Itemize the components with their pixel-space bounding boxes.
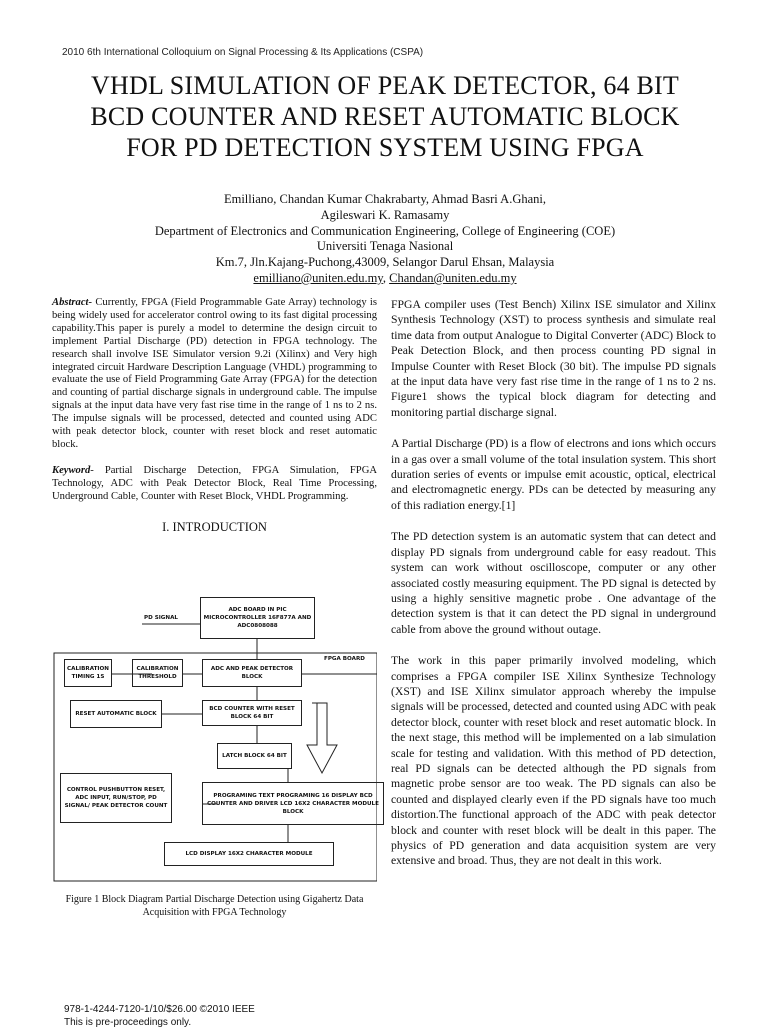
email-link-1[interactable]: emilliano@uniten.edu.my	[253, 270, 383, 285]
affiliation-dept: Department of Electronics and Communication Engineering, College of Engineering (COE)	[154, 223, 616, 238]
adc-board-box: ADC BOARD IN PIC MICROCONTROLLER 16F877A AND ADC0808088	[200, 597, 315, 639]
email-link-2[interactable]: Chandan@uniten.edu.my	[389, 270, 517, 285]
reset-automatic-box: RESET AUTOMATIC BLOCK	[70, 700, 162, 728]
copyright-line: 978-1-4244-7120-1/10/$26.00 ©2010 IEEE	[64, 1004, 255, 1015]
title-line-3: FOR PD DETECTION SYSTEM USING FPGA	[126, 133, 644, 162]
conference-header: 2010 6th International Colloquium on Signal Processing & Its Applications (CSPA)	[62, 47, 424, 58]
keyword-text: - Partial Discharge Detection, FPGA Simulation, FPGA Technology, ADC with Peak Detector Block, Real Time Processing, Underground Cable, Counter with Reset Block, VHDL Programming.	[52, 464, 377, 502]
paper-title	[60, 70, 710, 163]
title-line-1: VHDL SIMULATION OF PEAK DETECTOR, 64 BIT	[91, 71, 679, 100]
abstract	[52, 297, 377, 452]
preproceedings-note: This is pre-proceedings only.	[64, 1017, 192, 1028]
affiliation-address: Km.7, Jln.Kajang-Puchong,43009, Selangor Darul Ehsan, Malaysia	[215, 255, 555, 270]
author-names-cont: Agileswari K. Ramasamy	[320, 207, 450, 222]
right-column	[391, 297, 716, 885]
author-names: Emilliano, Chandan Kumar Chakrabarty, Ahmad Basri A.Ghani,	[223, 192, 547, 206]
abstract-label: Abstract-	[52, 297, 93, 308]
section-heading-introduction: I. INTRODUCTION	[162, 519, 267, 534]
keyword-label: Keyword	[52, 464, 91, 476]
title-line-2: BCD COUNTER AND RESET AUTOMATIC BLOCK	[90, 102, 680, 131]
paragraph-1: FPGA compiler uses (Test Bench) Xilinx ISE simulator and Xilinx Synthesis Technology (XST) to process synthesis and simulate real time data from output Analogue to Digital Converter (ADC) Block to Peak Detection Block, and then process counting PD signal in Impulse Counter with Reset Block (30 bit). The impulse PD signals at the input data have very fast rise time in the range of 1 ns to 2 ns. Figure1 shows the typical block diagram for detecting and monitoring partial discharge signal.	[391, 298, 716, 419]
bcd-counter-box: BCD COUNTER WITH RESET BLOCK 64 BIT	[202, 700, 302, 726]
control-pushbutton-box: CONTROL PUSHBUTTON RESET, ADC INPUT, RUN/STOP, PD SIGNAL/ PEAK DETECTOR COUNT	[60, 773, 172, 823]
calibration-timing-box: CALIBRATION TIMING 1S	[64, 659, 112, 687]
author-emails	[100, 271, 670, 287]
adc-peak-detector-box: ADC AND PEAK DETECTOR BLOCK	[202, 659, 302, 687]
footer	[64, 1003, 255, 1029]
paragraph-3: The PD detection system is an automatic system that can detect and display PD signals from underground cable for easy readout. This system can work without oscilloscope, computer or any other associated costly measuring equipment. The PD signal is detected by using a highly sensitive magnetic probe . One advantage of the detection system is that it can detect the PD signal in underground cable from above the ground without outage.	[391, 530, 716, 636]
left-column	[52, 297, 377, 535]
latch-block-box: LATCH BLOCK 64 BIT	[217, 743, 292, 769]
block-diagram	[52, 595, 377, 890]
affiliation-univ: Universiti Tenaga Nasional	[316, 239, 454, 254]
keywords	[52, 465, 377, 504]
email-separator: ,	[382, 270, 390, 285]
abstract-text: Currently, FPGA (Field Programmable Gate Array) technology is being widely used for accelerator control owing to its fast digital processing capability.This paper is purely a model to determine the design circuit to implement Partial Discharge (PD) detection in FPGA technology. The research shall involve ISE Simulator version 9.2i (Xilinx) and Very high integrated circuit Hardware Description Language (VHDL) programming to evaluate the use of Field Programming Gate Array (FPGA) for the detection and counting of partial discharge signals in underground cable. The impulse signals at the input data have very fast rise time in the range of 1 ns to 2 ns. The impulse signals will be processed, detected and counted using ADC with peak detector block, counter with reset block and reset automatic block.	[52, 297, 377, 450]
lcd-display-box: LCD DISPLAY 16X2 CHARACTER MODULE	[164, 842, 334, 866]
figure-caption: Figure 1 Block Diagram Partial Discharge Detection using Gigahertz Data Acquisition with FPGA Technology	[65, 894, 364, 918]
calibration-threshold-box: CALIBRATION THRESHOLD	[132, 659, 183, 687]
pd-signal-label: PD SIGNAL	[144, 615, 178, 621]
programing-text-box: PROGRAMING TEXT PROGRAMING 16 DISPLAY BCD COUNTER AND DRIVER LCD 16X2 CHARACTER MODULE BLOCK	[202, 782, 384, 825]
author-block	[100, 192, 670, 287]
paragraph-2: A Partial Discharge (PD) is a flow of electrons and ions which occurs in a gas over a small volume of the total insulation system. This short duration series of events or impulse emit acoustic, optical, electrical and electromagnetic energy. PDs can be detected by measuring any of this radiation energy.[1]	[391, 437, 717, 512]
fpga-board-label: FPGA BOARD	[324, 656, 365, 662]
paragraph-4: The work in this paper primarily involved modeling, which comprises a FPGA compiler ISE Xilinx Synthesize Technology (XST) and ISE Xilinx simulator approach whereby the impulse signals will be processed, detected and counted using ADC with peak detector block, counter with reset block and reset automatic block. In the next stage, this method will be implemented on a lab simulation scale for testing and validation. With this method of PD detection, real PD signals can be detected although the PD signals from magnetic probe sensor are too weak. The PD signals can also be counted and displayed clearly even if the PD signals have too much distortion.The functional approach of the ADC with peak detector block and counter with reset block will be dealt in this paper. The physics of PD generation and data acquisition system are very extensive and broad. Thus, they are not dealt in this work.	[391, 654, 716, 868]
